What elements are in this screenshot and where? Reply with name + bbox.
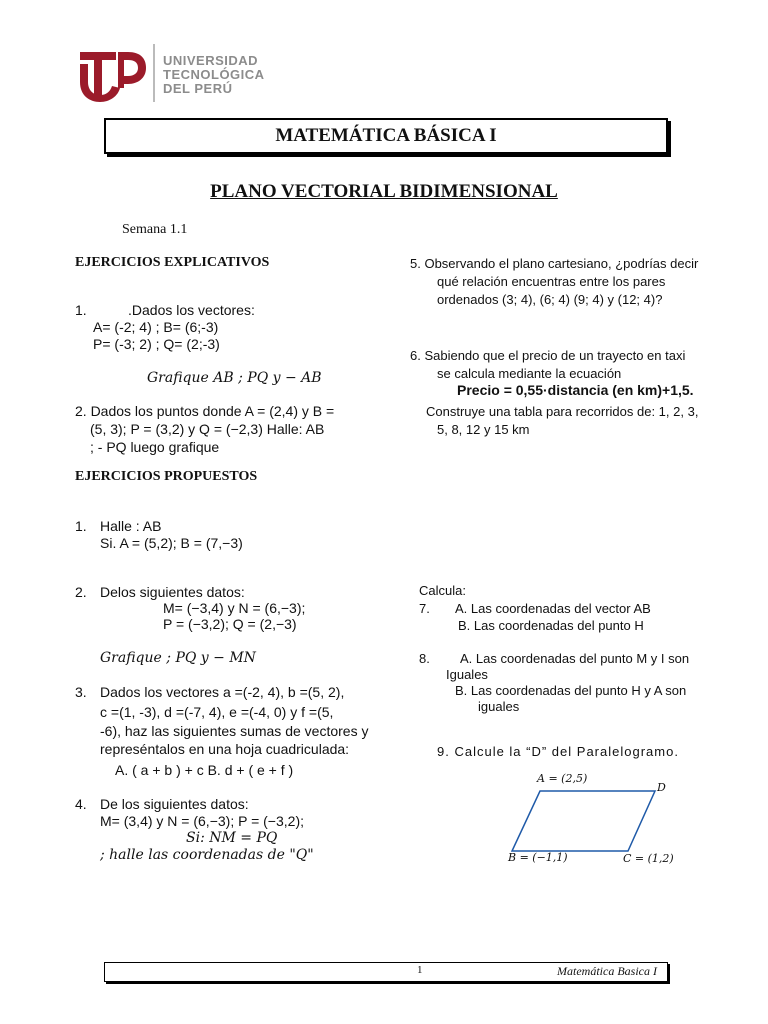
exercise-2-line3: ; - PQ luego grafique: [90, 439, 220, 455]
exercise-6-line5: 5, 8, 12 y 15 km: [437, 422, 530, 437]
proposed-1-line1: Halle : AB: [100, 518, 162, 534]
exercise-2-line1: 2. Dados los puntos donde A = (2,4) y B =: [75, 403, 335, 419]
utp-logo-icon: [76, 44, 148, 104]
exercise-8-a-line2: Iguales: [446, 667, 488, 682]
vertex-c-label: C = (1,2): [623, 852, 674, 865]
vertex-a-label: A = (2,5): [537, 772, 588, 785]
proposed-4-line4: ; halle las coordenadas de "Q": [100, 847, 314, 863]
exercise-7-b: B. Las coordenadas del punto H: [458, 618, 644, 633]
exercise-8-b-line2: iguales: [478, 699, 520, 714]
proposed-1-line2: Si. A = (5,2); B = (7,−3): [100, 535, 243, 551]
parallelogram-figure: [500, 768, 690, 868]
exercise-8-a-line1: A. Las coordenadas del punto M y I son: [460, 651, 690, 666]
exercise-6-line4: Construye una tabla para recorridos de: 1, 2, 3,: [426, 404, 699, 419]
vertex-d-label: D: [657, 781, 666, 794]
exercise-5-line3: ordenados (3; 4), (6; 4) (9; 4) y (12; 4)?: [437, 292, 663, 307]
logo-line-2: TECNOLÓGICA: [163, 67, 265, 82]
exercise-6-equation: Precio = 0,55·distancia (en km)+1,5.: [457, 382, 694, 398]
exercise-1-line3: P= (-3; 2) ; Q= (2;-3): [93, 336, 220, 352]
proposed-3-line2: c =(1, -3), d =(-7, 4), e =(-4, 0) y f =(5,: [100, 704, 334, 720]
exercise-7-number: 7.: [419, 601, 430, 616]
exercise-2-line2: (5, 3); P = (3,2) y Q = (−2,3) Halle: AB: [90, 421, 325, 437]
proposed-4-line1: De los siguientes datos:: [100, 796, 249, 812]
exercise-6-line2: se calcula mediante la ecuación: [437, 366, 622, 381]
proposed-3-line1: Dados los vectores a =(-2, 4), b =(5, 2),: [100, 684, 345, 700]
proposed-4-number: 4.: [75, 796, 87, 812]
page-number: 1: [417, 964, 423, 976]
proposed-4-line3: Si: NM = PQ: [186, 830, 278, 846]
vertex-b-label: B = (−1,1): [508, 851, 568, 864]
course-title-box: [104, 118, 668, 154]
proposed-2-number: 2.: [75, 584, 87, 600]
proposed-3-line3: -6), haz las siguientes sumas de vectores y: [100, 723, 369, 739]
proposed-3-number: 3.: [75, 684, 87, 700]
proposed-1-number: 1.: [75, 518, 87, 534]
exercise-1-line2: A= (-2; 4) ; B= (6;-3): [93, 319, 219, 335]
proposed-2-line2: M= (−3,4) y N = (6,−3);: [163, 600, 306, 616]
exercise-1-text: .Dados los vectores:: [128, 302, 255, 318]
section-propuestos: EJERCICIOS PROPUESTOS: [75, 469, 258, 484]
exercise-8-number: 8.: [419, 651, 430, 666]
exercise-9-title: 9. Calcule la “D” del Paralelogramo.: [437, 744, 679, 759]
logo-line-3: DEL PERÚ: [163, 81, 233, 96]
proposed-2-line1: Delos siguientes datos:: [100, 584, 245, 600]
logo-line-1: UNIVERSIDAD: [163, 53, 259, 68]
proposed-2-line4: Grafique ; PQ y − MN: [100, 650, 256, 666]
section-explicativos: EJERCICIOS EXPLICATIVOS: [75, 255, 270, 270]
calcula-label: Calcula:: [419, 583, 466, 598]
university-logo: [76, 44, 276, 104]
exercise-5-line2: qué relación encuentras entre los pares: [437, 274, 666, 289]
topic-title: PLANO VECTORIAL BIDIMENSIONAL: [210, 181, 558, 202]
proposed-4-line2: M= (3,4) y N = (6,−3); P = (−3,2);: [100, 813, 304, 829]
exercise-6-line1: 6. Sabiendo que el precio de un trayecto en taxi: [410, 348, 686, 363]
proposed-2-line3: P = (−3,2); Q = (2,−3): [163, 616, 297, 632]
week-label: Semana 1.1: [122, 222, 188, 237]
exercise-5-line1: 5. Observando el plano cartesiano, ¿podrías decir: [410, 256, 699, 271]
course-title: MATEMÁTICA BÁSICA I: [275, 125, 497, 146]
footer-course: Matemática Basica I: [557, 964, 657, 978]
exercise-7-a: A. Las coordenadas del vector AB: [455, 601, 651, 616]
proposed-3-line4: represéntalos en una hoja cuadriculada:: [100, 741, 350, 757]
page-footer: [104, 962, 668, 982]
proposed-3-line5: A. ( a + b ) + c B. d + ( e + f ): [115, 762, 294, 778]
exercise-1-line4: Grafique AB ; PQ y − AB: [147, 370, 322, 386]
exercise-8-b-line1: B. Las coordenadas del punto H y A son: [455, 683, 687, 698]
exercise-1-number: 1.: [75, 302, 87, 318]
